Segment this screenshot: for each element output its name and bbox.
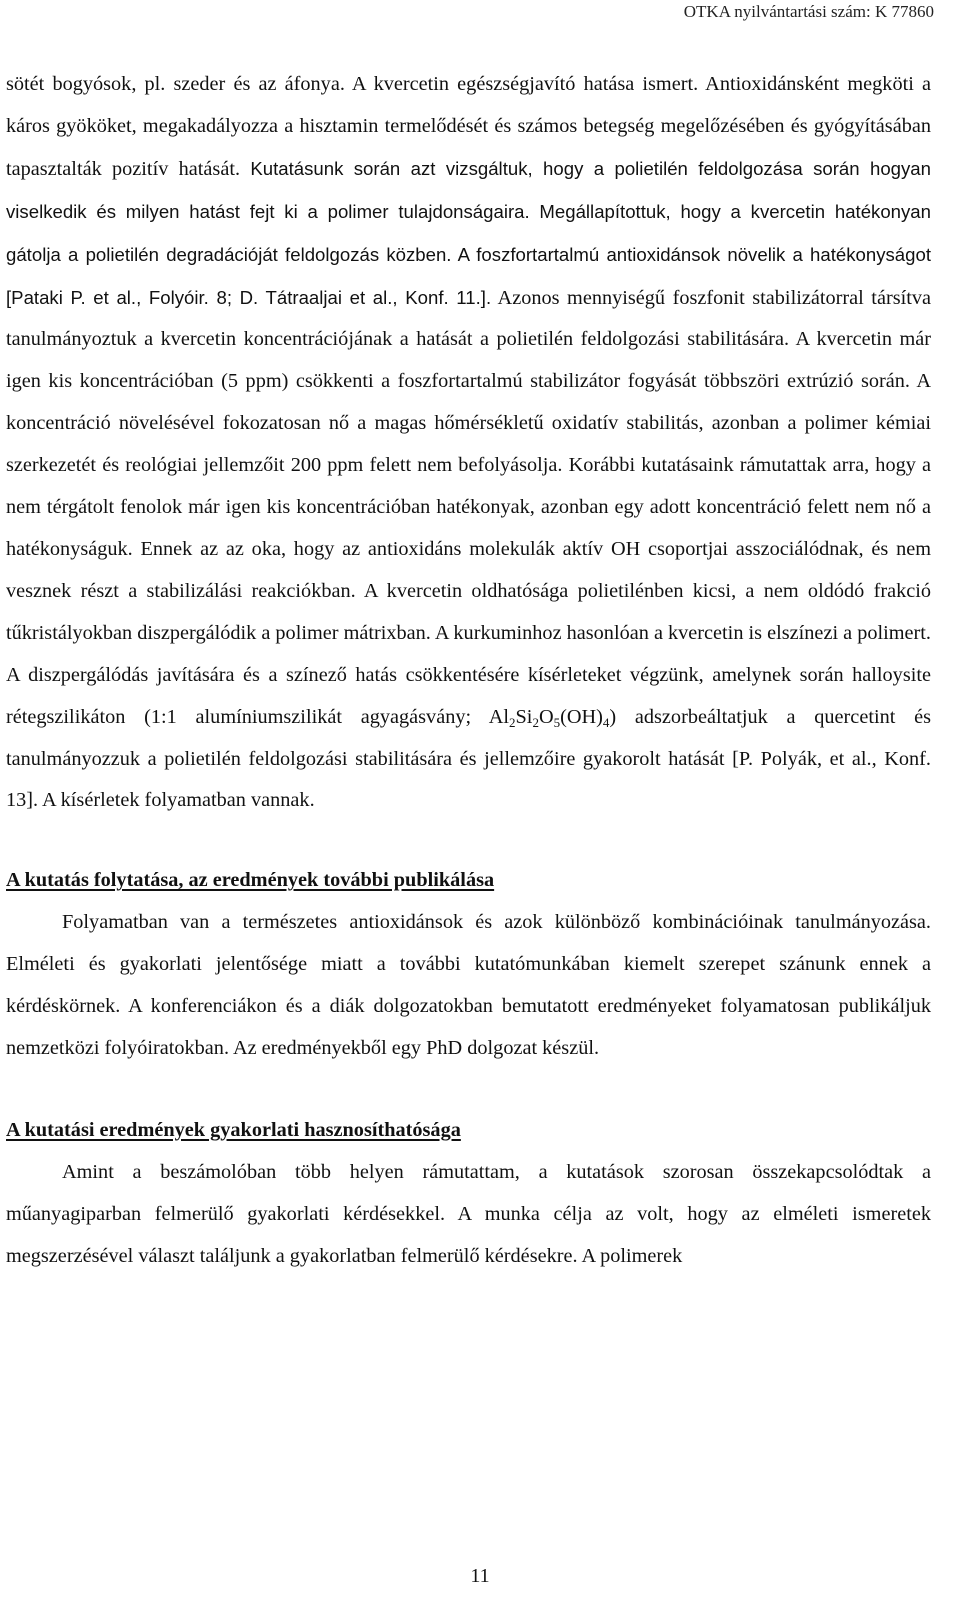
- section-heading-continuation: A kutatás folytatása, az eredmények további publikálása: [6, 869, 495, 892]
- page-number: 11: [470, 1565, 490, 1587]
- document-body: [6, 64, 931, 1277]
- text-segment-results: A kvercetin már igen kis koncentrációban (5 ppm) csökkenti a foszfortartalmú stabilizátor fogyását többszöri extrúzió során. A koncentráció növelésével fokozatosan nő a magas hőmérsékletű oxidatív stabilitás, azonban a polimer kémiai szerkezetét és reológiai jellemzőit 200 ppm felett nem befolyásolja. Korábbi kutatásaink rámutattak arra, hogy a nem térgátolt fenolok már igen kis koncentrációban hatékonyak, azonban egy adott koncentráció felett nem nő a hatékonyságuk. Ennek az az oka, hogy az antioxidáns molekulák aktív OH csoportjai asszociálódnak, és nem vesznek részt a stabilizálási reakciókban. A kvercetin oldhatósága polietilénben kicsi, a nem oldódó frakció tűkristályokban diszpergálódik a polimer mátrixban. A kurkuminhoz hasonlóan a kvercetin is elszínezi a polimert. A diszpergálódás javítására és a színező hatás csökkentésére kísérleteket végzünk, amelynek során halloysite rétegszilikáton (1:1 alumíniumszilikát agyagásvány;: [6, 328, 932, 728]
- text-segment-conclusion: ) adszorbeáltatjuk a quercetint és tanulmányozzuk a polietilén feldolgozási stabilitására és jellemzőire gyakorolt hatását [P. Polyák, et al., Konf. 13]. A kísérletek folyamatban vannak.: [6, 705, 931, 812]
- paragraph-applications: Amint a beszámolóban több helyen rámutattam, a kutatások szorosan összekapcsolódtak a műanyagiparban felmerülő gyakorlati kérdésekkel. A munka célja az volt, hogy az elméleti ismeretek megszerzésével választ találjunk a gyakorlatban felmerülő kérdésekre. A polimerek: [6, 1160, 931, 1267]
- page-header: OTKA nyilvántartási szám: K 77860: [683, 2, 934, 21]
- paragraph-continuation: Folyamatban van a természetes antioxidánsok és azok különböző kombinációinak tanulmányozása. Elméleti és gyakorlati jelentősége miatt a további kutatómunkában kiemelt szerepet szánunk ennek a kérdéskörnek. A konferenciákon és a diák dolgozatokban bemutatott eredményeket folyamatosan publikáljuk nemzetközi folyóiratokban. Az eredményekből egy PhD dolgozat készül.: [6, 911, 931, 1059]
- chemical-formula: $Al_2Si_2O_5(OH)_4$: [488, 705, 610, 730]
- text-segment-phosphonite: Azonos mennyiségű foszfonit stabilizátorral társítva tanulmányoztuk a kvercetin koncentrációjának a hatását a polietilén feldolgozási stabilitására.: [6, 286, 932, 351]
- text-segment-research: Kutatásunk során azt vizsgáltuk, hogy a polietilén feldolgozása során hogyan viselkedik és milyen hatást fejt ki a polimer tulajdonságaira. Megállapítottuk, hogy a kvercetin hatékonyan gátolja a polietilén degradációját feldolgozás közben. A foszfortartalmú antioxidánsok növelik a hatékonyságot [Pataki P. et al., Folyóir. 8; D. Tátraaljai et al., Konf. 11.].: [6, 157, 931, 308]
- section-heading-applications: A kutatási eredmények gyakorlati hasznosíthatósága: [6, 1118, 461, 1141]
- paragraph-quercetin-results: [6, 64, 931, 822]
- text-segment-intro: sötét bogyósok, pl. szeder és az áfonya. A kvercetin egészségjavító hatása ismert. Antioxidánsként megköti a káros gyököket, megakadályozza a hisztamin termelődését és számos betegség megelőzésében és gyógyításában tapasztalták pozitív hatását.: [6, 73, 931, 180]
